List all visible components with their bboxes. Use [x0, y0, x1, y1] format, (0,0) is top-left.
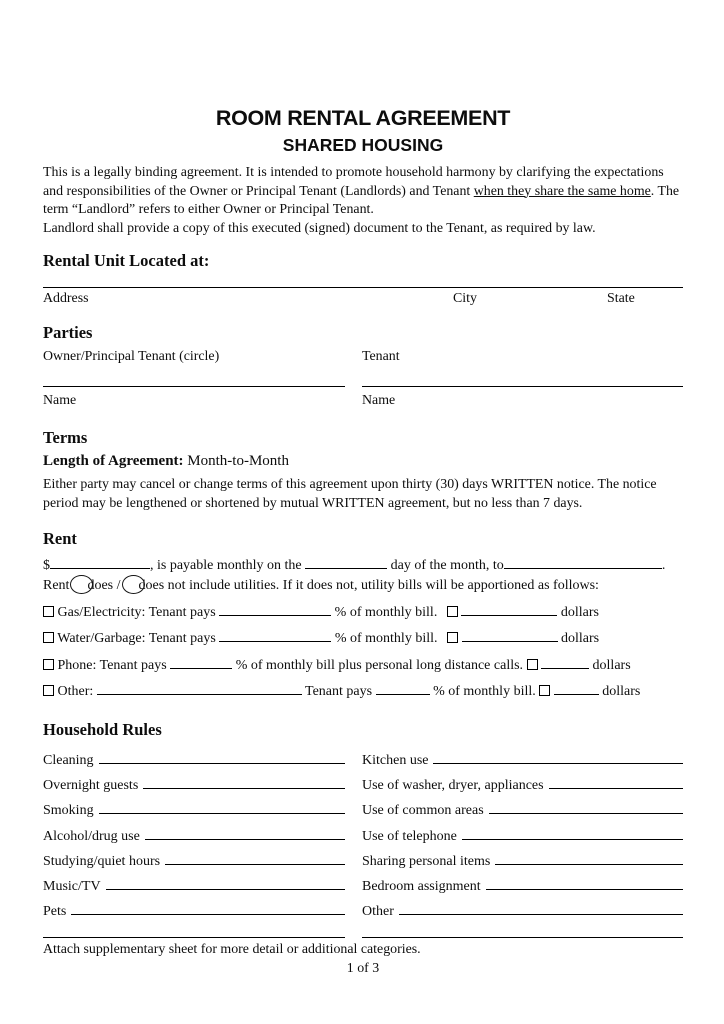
water-garbage-checkbox[interactable]: [43, 632, 54, 643]
owner-label: Owner/Principal Tenant (circle): [43, 349, 220, 364]
household-rule-bedroom-assignment: [362, 872, 683, 897]
intro-text-1: This is a legally binding agreement. It is intended to promote household harmony by clarifying the expectations and responsibilities of the Owner or Principal Tenant (Landlords) and Tenant: [43, 165, 664, 199]
gas-percent-blank[interactable]: [219, 606, 331, 616]
household-rule-washer-dryer: [362, 771, 683, 796]
does-option-label: does: [87, 578, 114, 593]
household-rule-label: Use of common areas: [362, 803, 484, 819]
household-rule-label: Use of washer, dryer, appliances: [362, 778, 544, 794]
intro-underlined-phrase: when they share the same home: [473, 183, 651, 199]
intro-text-2: . The term “Landlord” refers to either Owner or Principal Tenant.: [43, 183, 680, 217]
utility-row-phone: [43, 658, 683, 674]
state-label: State: [607, 291, 635, 306]
household-rule-cleaning: [43, 746, 345, 771]
gas-after-blank-text: % of monthly bill.: [334, 604, 438, 620]
section-heading-rental-unit: Rental Unit Located at:: [43, 251, 210, 270]
other-utility-checkbox[interactable]: [43, 685, 54, 696]
household-rule-telephone: [362, 822, 683, 847]
gas-dollars-label: dollars: [560, 604, 599, 620]
utility-row-other: [43, 684, 683, 700]
household-rule-blank[interactable]: [462, 830, 683, 840]
other-utility-label: Other:: [57, 684, 94, 699]
terms-notice-paragraph: Either party may cancel or change terms of this agreement upon thirty (30) days WRITTEN notice. The notice period may be lengthened or shortened by mutual WRITTEN agreement, but no less than 7 days.: [43, 477, 657, 511]
household-rules-grid: [43, 746, 683, 922]
household-rule-blank[interactable]: [145, 830, 345, 840]
household-rule-label: Use of telephone: [362, 828, 457, 844]
household-rule-blank[interactable]: [399, 905, 683, 915]
rent-day-text: day of the month, to: [390, 558, 504, 573]
household-rule-studying-quiet-hours: [43, 847, 345, 872]
household-rule-blank[interactable]: [486, 880, 683, 890]
section-heading-terms: Terms: [43, 428, 88, 447]
household-rule-label: Overnight guests: [43, 778, 139, 794]
water-dollars-label: dollars: [561, 631, 600, 646]
section-heading-rent: Rent: [43, 529, 77, 548]
other-description-blank[interactable]: [97, 685, 302, 695]
phone-after-blank-text: % of monthly bill plus personal long distance calls.: [235, 657, 524, 673]
rent-word: Rent: [43, 578, 70, 593]
other-after-blank-text: % of monthly bill.: [433, 684, 536, 699]
rent-payee-blank[interactable]: [504, 559, 662, 569]
household-rule-label: Kitchen use: [362, 753, 429, 768]
utility-row-gas-electricity: [43, 605, 683, 621]
household-rule-label: Bedroom assignment: [362, 878, 481, 894]
household-rule-blank[interactable]: [71, 905, 345, 915]
household-rule-smoking: [43, 796, 345, 821]
household-rule-blank[interactable]: [433, 754, 683, 764]
household-rule-label: Alcohol/drug use: [43, 828, 140, 844]
gas-electricity-checkbox[interactable]: [43, 606, 54, 617]
household-rule-common-areas: [362, 796, 683, 821]
household-rule-label: Pets: [43, 904, 67, 920]
household-rule-alcohol-drug-use: [43, 822, 345, 847]
household-rule-blank[interactable]: [99, 804, 345, 814]
water-dollars-checkbox[interactable]: [447, 632, 458, 643]
household-rule-kitchen-use: [362, 746, 683, 771]
household-rule-overnight-guests: [43, 771, 345, 796]
household-rule-label: Smoking: [43, 803, 94, 819]
household-rule-blank[interactable]: [143, 779, 345, 789]
other-dollars-blank[interactable]: [554, 685, 599, 695]
phone-dollars-checkbox[interactable]: [527, 659, 538, 670]
other-mid-label: Tenant pays: [305, 684, 373, 699]
owner-name-line[interactable]: [43, 365, 345, 387]
does-not-circle[interactable]: [122, 575, 145, 594]
rent-dollar-sign: $: [43, 558, 50, 573]
household-rule-label: Sharing personal items: [362, 853, 491, 869]
option-slash: /: [116, 578, 121, 593]
household-rule-blank[interactable]: [106, 880, 345, 890]
address-label: Address: [43, 291, 89, 306]
owner-column: [43, 343, 345, 409]
household-rule-blank[interactable]: [549, 779, 683, 789]
rent-amount-line: [43, 558, 683, 574]
intro-paragraph: [43, 164, 683, 238]
length-of-agreement-label: Length of Agreement:: [43, 453, 184, 469]
household-rule-sharing-personal-items: [362, 847, 683, 872]
phone-label: Phone: Tenant pays: [57, 657, 167, 673]
household-rule-label: Music/TV: [43, 878, 101, 894]
phone-percent-blank[interactable]: [170, 659, 232, 669]
tenant-column: [362, 343, 683, 409]
household-rule-blank[interactable]: [165, 855, 345, 865]
page-subtitle: SHARED HOUSING: [282, 135, 444, 155]
section-heading-parties: Parties: [43, 323, 93, 342]
household-rule-label: Cleaning: [43, 753, 94, 768]
length-of-agreement-line: [43, 453, 683, 470]
page-number: 1 of 3: [346, 961, 380, 977]
water-garbage-label: Water/Garbage: Tenant pays: [57, 631, 216, 646]
other-percent-blank[interactable]: [376, 685, 430, 695]
tenant-name-line[interactable]: [362, 365, 683, 387]
rent-day-blank[interactable]: [305, 559, 387, 569]
gas-dollars-blank[interactable]: [461, 606, 557, 616]
household-rule-other: [362, 897, 683, 922]
gas-dollars-checkbox[interactable]: [447, 606, 458, 617]
section-heading-household-rules: Household Rules: [43, 720, 162, 739]
water-after-blank-text: % of monthly bill.: [334, 631, 438, 646]
utilities-continuation-text: include utilities. If it does not, utility bills will be apportioned as follows:: [189, 578, 599, 593]
water-percent-blank[interactable]: [219, 632, 331, 642]
owner-name-label: Name: [43, 393, 77, 408]
household-rule-blank[interactable]: [489, 804, 683, 814]
other-dollars-label: dollars: [602, 684, 641, 699]
attach-note: Attach supplementary sheet for more detail or additional categories.: [43, 942, 421, 958]
page-title: ROOM RENTAL AGREEMENT: [215, 106, 511, 130]
household-rule-pets: [43, 897, 345, 922]
rental-unit-labels: [43, 291, 683, 307]
household-rule-label: Studying/quiet hours: [43, 853, 161, 869]
rent-utilities-line: [43, 575, 683, 594]
tenant-label: Tenant: [362, 349, 400, 364]
parties-columns: [43, 343, 683, 409]
intro-line-2: Landlord shall provide a copy of this executed (signed) document to the Tenant, as required by law.: [43, 220, 596, 236]
utility-row-water-garbage: [43, 631, 683, 647]
phone-dollars-label: dollars: [592, 657, 631, 673]
phone-checkbox[interactable]: [43, 659, 54, 670]
gas-electricity-label: Gas/Electricity: Tenant pays: [57, 604, 216, 620]
city-label: City: [453, 291, 477, 306]
household-rule-label: Other: [362, 904, 394, 920]
extra-right-blank-line[interactable]: [362, 926, 683, 938]
rent-amount-blank[interactable]: [50, 559, 150, 569]
length-of-agreement-value: Month-to-Month: [187, 453, 289, 469]
water-dollars-blank[interactable]: [462, 632, 558, 642]
other-dollars-checkbox[interactable]: [539, 685, 550, 696]
rental-unit-address-line[interactable]: [43, 271, 683, 288]
phone-dollars-blank[interactable]: [541, 659, 589, 669]
rent-period: .: [661, 558, 666, 573]
does-not-option-label: does not: [138, 578, 186, 593]
household-rule-blank[interactable]: [495, 855, 683, 865]
tenant-name-label: Name: [362, 393, 396, 408]
extra-left-blank-line[interactable]: [43, 926, 345, 938]
rent-payable-text: , is payable monthly on the: [150, 558, 302, 573]
extra-blank-row: [43, 926, 683, 938]
household-rule-blank[interactable]: [99, 754, 345, 764]
household-rule-music-tv: [43, 872, 345, 897]
